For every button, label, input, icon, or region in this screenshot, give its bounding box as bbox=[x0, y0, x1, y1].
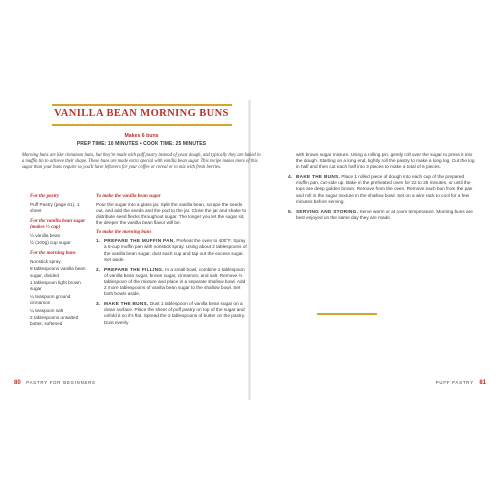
direction-step bbox=[96, 267, 248, 297]
ingredient-item: 8 tablespoons vanilla bean sugar, divided bbox=[30, 266, 86, 278]
step-text: Dust 1 tablespoon of vanilla bean sugar on a clean surface. Place the sheet of puff pastry on top of the sugar and unfold it so it's flat. Spread the 2 tablespoons of butter on the pastry. Dust evenly bbox=[104, 301, 245, 325]
step-heading: MAKE THE BUNS. bbox=[104, 301, 149, 307]
step-3-continued: with brown sugar mixture. Using a rolling pin, gently roll over the sugar to press it into the dough. Starting on a long end, tightly roll the pastry to make a long log. Cut the log in half and then cut each half into 3 pieces to make a total of 6 pieces. bbox=[296, 152, 475, 170]
direction-step bbox=[288, 209, 476, 221]
ingredient-item: Puff Pastry (page 61), 1 sheet bbox=[30, 202, 80, 214]
ingredient-item: ½ (100g) cup sugar bbox=[30, 240, 71, 246]
step-number: 3. bbox=[96, 301, 100, 307]
step-text: In a small bowl, combine 1 tablespoon of vanilla bean sugar, brown sugar, cinnamon, and salt. Remove ½ tablespoon of the mixture and place in a separate shallow bowl. Add 2 more tablespoons of vanilla bean sugar to the shallow bowl. Set both bowls aside. bbox=[104, 266, 246, 297]
recipe-intro: Morning buns are like cinnamon buns, but they're made with puff pastry instead of yeast dough, and typically they are baked in a muffin tin to achieve their shape. These buns are made extra special with vanilla bean sugar. This recipe makes more of this sugar than your buns require so you'll have leftovers for your coffee or cereal or to mix with fresh berries. bbox=[22, 153, 261, 171]
recipe-title: VANILLA BEAN MORNING BUNS bbox=[54, 108, 229, 119]
direction-step bbox=[96, 301, 248, 325]
ingredients-heading-sugar: For the vanilla bean sugar (makes ½ cup) bbox=[30, 218, 86, 230]
ingredient-item: ¼ teaspoon salt bbox=[30, 307, 64, 313]
ingredient-item: Nonstick spray bbox=[30, 258, 61, 264]
decorative-rule bbox=[317, 313, 377, 315]
left-page-footer bbox=[14, 380, 100, 386]
title-top-rule bbox=[52, 104, 232, 106]
step-text: Preheat the oven to 400°F. Spray a 6-cup muffin pan with nonstick spray. Using about 2 tablespoons of the vanilla bean sugar, dust each cup and tap out the excess sugar. Set aside. bbox=[104, 238, 247, 262]
ingredient-item: 2 tablespoons unsalted butter, softened bbox=[30, 315, 79, 327]
step-number: 1. bbox=[96, 238, 100, 244]
ingredient-item: ½ vanilla bean bbox=[30, 232, 61, 238]
step-number: 4. bbox=[288, 174, 292, 180]
step-text: Serve warm or at room temperature. Morning buns are best enjoyed on the same day they are made. bbox=[296, 208, 473, 220]
step-heading: PREPARE THE MUFFIN PAN. bbox=[104, 238, 176, 244]
step-heading: SERVING AND STORING. bbox=[296, 208, 359, 214]
page-number-right: 81 bbox=[479, 380, 486, 386]
ingredients-heading-buns: For the morning buns bbox=[30, 250, 76, 256]
running-footer-left: PASTRY FOR BEGINNERS bbox=[26, 380, 96, 385]
step-heading: BAKE THE BUNS. bbox=[296, 174, 341, 180]
ingredient-item: 1 tablespoon light brown sugar bbox=[30, 280, 81, 292]
step-text: Place 1 rolled piece of dough into each cup of the prepared muffin pan, cut-side up. Bake in the preheated oven for 22 to 25 minutes, or until the tops are deep golden brown. Remove from the oven. Remove each bun from the pan and roll in the sugar mixture in the shallow bowl. Set on a wire rack to cool for a few minutes before serving. bbox=[296, 174, 473, 204]
recipe-yield: Makes 6 buns bbox=[124, 133, 159, 139]
step-number: 5. bbox=[288, 208, 292, 214]
direction-step bbox=[96, 238, 248, 262]
recipe-times: PREP TIME: 10 MINUTES • COOK TIME: 25 MINUTES bbox=[76, 141, 207, 147]
right-page-footer bbox=[432, 380, 486, 386]
directions-heading-buns: To make the morning buns bbox=[96, 230, 152, 236]
directions-sugar-text: Pour the sugar into a glass jar. Split the vanilla bean, scrape the seeds out, and add the seeds and the pod to the jar. Close the jar and shake to distribute seed flecks throughout sugar. The longer you let the sugar sit, the deeper the vanilla bean flavor will be. bbox=[96, 202, 247, 226]
ingredient-item: ¼ teaspoon ground cinnamon bbox=[30, 293, 71, 305]
step-number: 2. bbox=[96, 266, 100, 272]
direction-step bbox=[288, 174, 476, 204]
ingredients-column bbox=[30, 194, 92, 329]
page-number-left: 80 bbox=[14, 380, 21, 386]
ingredients-heading-pastry: For the pastry bbox=[30, 194, 60, 199]
right-page-column bbox=[288, 152, 476, 225]
directions-column bbox=[96, 194, 248, 330]
running-footer-right: PUFF PASTRY bbox=[435, 380, 474, 385]
title-bottom-rule bbox=[52, 124, 232, 126]
directions-heading-sugar: To make the vanilla bean sugar bbox=[96, 194, 161, 199]
step-heading: PREPARE THE FILLING. bbox=[104, 266, 164, 272]
